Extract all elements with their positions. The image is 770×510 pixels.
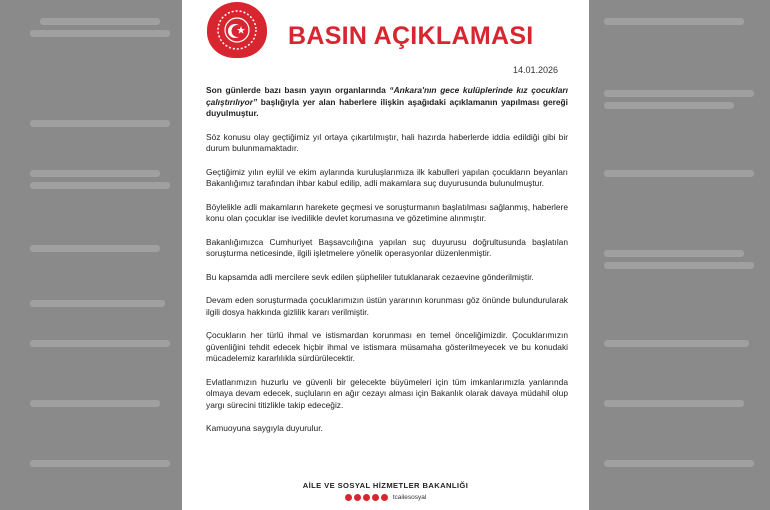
lead-prefix: Son günlerde bazı basın yayın organlarında — [206, 85, 390, 95]
release-body — [206, 85, 568, 447]
background-blur-left — [0, 0, 182, 510]
ministry-name: AİLE VE SOSYAL HİZMETLER BAKANLIĞI — [302, 481, 469, 490]
paragraph: Böylelikle adli makamların harekete geçmesi ve soruşturmanın başlatılması sağlanmış, haberlere konu olan çocuklar ise ivedilikle devlet korumasına ve gözetimine alınmıştır. — [206, 201, 568, 223]
closing-paragraph: Kamuoyuna saygıyla duyurulur. — [206, 423, 323, 433]
lead-quote: “Ankara'nın gece kulüplerinde kız çocukları çalıştırılıyor” — [206, 85, 568, 107]
paragraph: Söz konusu olay geçtiğimiz yıl ortaya çıkartılmıştır, hali hazırda haberlerde iddia edildiği gibi bir durum bulunmamaktadır. — [206, 131, 568, 153]
press-release-document — [182, 0, 589, 510]
background-blur-right — [589, 0, 770, 510]
facebook-icon[interactable] — [354, 494, 361, 501]
instagram-icon[interactable] — [363, 494, 370, 501]
linkedin-icon[interactable] — [381, 494, 388, 501]
paragraph: Devam eden soruşturmada çocuklarımızın üstün yararının korunması göz önünde bulundurularak ilgili dosya hakkında gizlilik kararı verilmiştir. — [206, 295, 568, 317]
ministry-emblem-icon — [207, 2, 267, 58]
lead-paragraph — [206, 85, 568, 120]
social-handle[interactable]: tcailesosyal — [392, 494, 427, 501]
paragraph: Bu kapsamda adli mercilere sevk edilen şüpheliler tutuklanarak cezaevine gönderilmiştir. — [206, 271, 534, 282]
paragraph: Evlatlarımızın huzurlu ve güvenli bir gelecekte büyümeleri için tüm imkanlarımızla yanlarında olmaya devam edecek, suçluların en ağır cezayı alması için Bakanlık olarak davaya müdahil olup yargı sürecini titizlikle takip edeceğiz. — [206, 376, 568, 410]
page-title: BASIN AÇIKLAMASI — [288, 22, 534, 50]
x-icon[interactable] — [345, 494, 352, 501]
paragraph: Geçtiğimiz yılın eylül ve ekim aylarında kuruluşlarımıza ilk kabulleri yapılan çocukların beyanları Bakanlığımız tarafından ihbar kabul edilip, adli makamlara suç duyurusunda bulunulmuştur. — [206, 166, 568, 188]
release-date: 14.01.2026 — [512, 65, 558, 75]
youtube-icon[interactable] — [372, 494, 379, 501]
lead-suffix: başlığıyla yer alan haberlere ilişkin aşağıdaki açıklamanın yapılması gereği duyulmuştur. — [206, 96, 568, 118]
paragraph: Çocukların her türlü ihmal ve istismardan korunması en temel önceliğimizdir. Çocuklarımızın güvenliğini tehdit edecek hiçbir ihmal ve istismara müsamaha gösterilmeyecek ve bu konudaki mücadelemiz kararlılıkla sürdürülecektir. — [206, 330, 568, 363]
paragraph: Bakanlığımızca Cumhuriyet Başsavcılığına yapılan suç duyurusu doğrultusunda başlatılan soruşturma neticesinde, ilgili işletmelere yönelik operasyonlar düzenlenmiştir. — [206, 236, 568, 258]
social-links — [182, 494, 589, 501]
